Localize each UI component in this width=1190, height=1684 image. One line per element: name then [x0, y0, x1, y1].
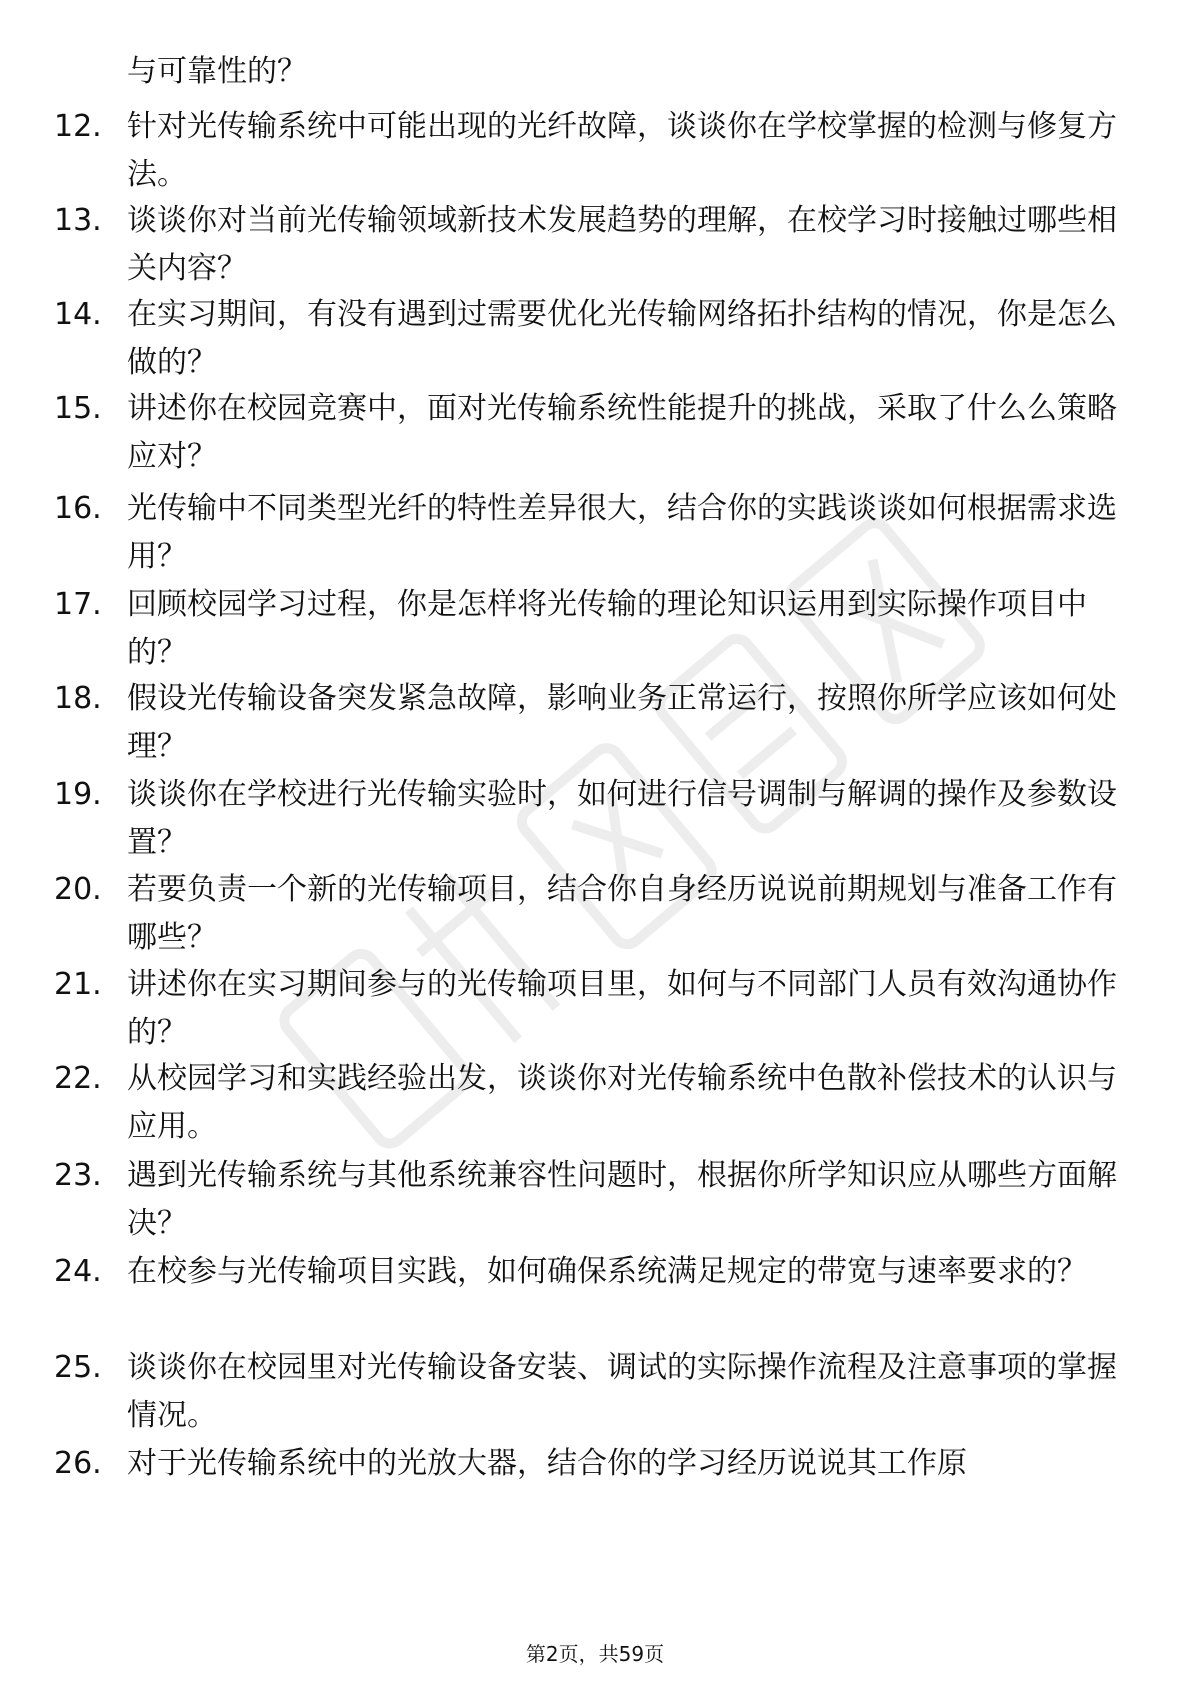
page-footer: 第2页，共59页: [525, 1642, 665, 1666]
question-text: 回顾校园学习过程，你是怎样将光传输的理论知识运用到实际操作项目中的？: [127, 587, 1087, 670]
question-text: 遇到光传输系统与其他系统兼容性问题时，根据你所学知识应从哪些方面解决？: [127, 1158, 1117, 1241]
question-number: 16.: [54, 491, 102, 526]
question-text: 谈谈你在校园里对光传输设备安装、调试的实际操作流程及注意事项的掌握情况。: [127, 1350, 1117, 1433]
question-number: 26.: [54, 1446, 102, 1481]
question-number: 17.: [54, 587, 102, 622]
question-number: 13.: [54, 203, 102, 238]
question-number: 18.: [54, 681, 102, 716]
question-text: 对于光传输系统中的光放大器，结合你的学习经历说说其工作原: [127, 1446, 967, 1481]
question-number: 21.: [54, 967, 102, 1002]
question-number: 19.: [54, 777, 102, 812]
question-text: 针对光传输系统中可能出现的光纤故障，谈谈你在学校掌握的检测与修复方法。: [127, 109, 1117, 192]
question-number: 23.: [54, 1158, 102, 1193]
question-text: 若要负责一个新的光传输项目，结合你自身经历说说前期规划与准备工作有哪些？: [127, 872, 1117, 955]
question-number: 14.: [54, 297, 102, 332]
question-text: 谈谈你对当前光传输领域新技术发展趋势的理解，在校学习时接触过哪些相关内容？: [127, 203, 1117, 286]
question-text: 讲述你在实习期间参与的光传输项目里，如何与不同部门人员有效沟通协作的？: [127, 967, 1117, 1050]
question-number: 15.: [54, 391, 102, 426]
continuation-line: 与可靠性的？: [127, 54, 307, 89]
question-text: 假设光传输设备突发紧急故障，影响业务正常运行，按照你所学应该如何处理？: [127, 681, 1117, 764]
question-text: 光传输中不同类型光纤的特性差异很大，结合你的实践谈谈如何根据需求选用？: [127, 491, 1117, 574]
question-number: 12.: [54, 109, 102, 144]
question-text: 讲述你在校园竞赛中，面对光传输系统性能提升的挑战，采取了什么么策略应对？: [127, 391, 1117, 474]
question-text: 在校参与光传输项目实践，如何确保系统满足规定的带宽与速率要求的？: [127, 1254, 1087, 1289]
question-text: 谈谈你在学校进行光传输实验时，如何进行信号调制与解调的操作及参数设置？: [127, 777, 1117, 860]
question-text: 在实习期间，有没有遇到过需要优化光传输网络拓扑结构的情况，你是怎么做的？: [127, 297, 1117, 380]
question-number: 20.: [54, 872, 102, 907]
question-number: 25.: [54, 1350, 102, 1385]
question-number: 22.: [54, 1061, 102, 1096]
question-text: 从校园学习和实践经验出发，谈谈你对光传输系统中色散补偿技术的认识与应用。: [127, 1061, 1117, 1144]
question-number: 24.: [54, 1254, 102, 1289]
